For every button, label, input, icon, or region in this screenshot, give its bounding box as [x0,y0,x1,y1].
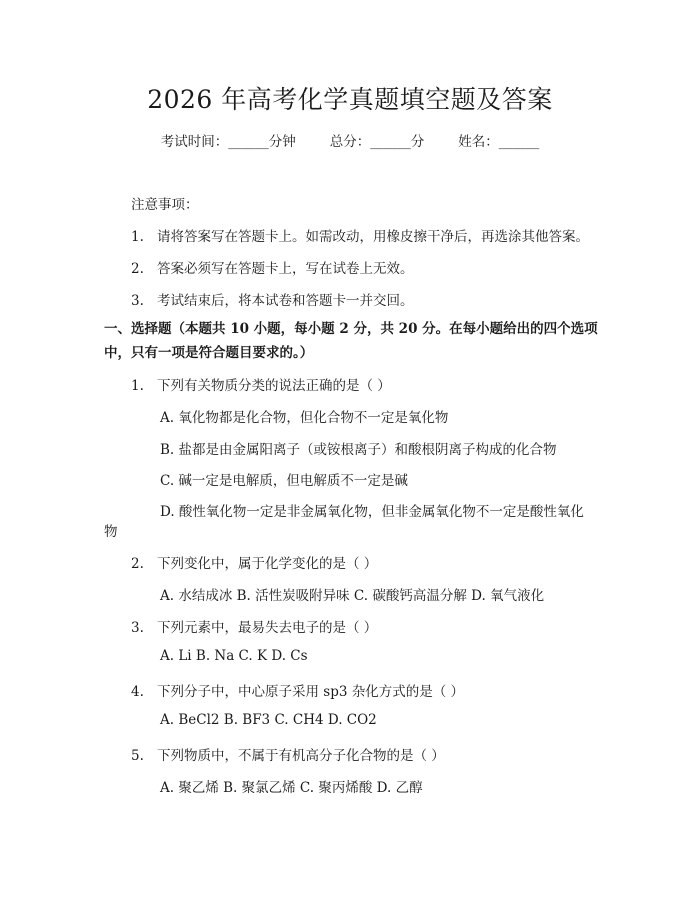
question-3 [131,616,377,636]
exam-time-field: 考试时间：______分钟 [160,134,296,150]
name-field: 姓名：______ [458,134,540,150]
question-number: 2. [131,556,144,572]
question-option: C. 碱一定是电解质，但电解质不一定是碱 [160,473,408,489]
question-number: 5. [131,748,144,764]
question-number: 3. [131,620,144,636]
question-text: 下列变化中，属于化学变化的是（ ） [157,556,378,572]
notice-item [131,257,414,277]
notice-item-number: 3. [131,293,144,309]
notice-item [131,225,589,245]
question-number: 4. [131,684,144,700]
question-text: 下列有关物质分类的说法正确的是（ ） [157,378,391,394]
notice-item [131,289,414,309]
exam-meta [0,130,700,150]
question-options: A. 水结成冰 B. 活性炭吸附异味 C. 碳酸钙高温分解 D. 氧气液化 [160,588,545,604]
question-option-wrap: 物 [104,524,118,540]
notice-item-number: 2. [131,261,144,277]
total-score-field: 总分：______分 [329,134,425,150]
notice-item-text: 请将答案写在答题卡上。如需改动，用橡皮擦干净后，再选涂其他答案。 [157,229,589,245]
question-text: 下列物质中，不属于有机高分子化合物的是（ ） [157,748,445,764]
question-number: 1. [131,378,144,394]
question-2 [131,552,377,572]
notice-item-number: 1. [131,229,144,245]
notice-item-text: 答案必须写在答题卡上，写在试卷上无效。 [157,261,414,277]
notice-item-text: 考试结束后，将本试卷和答题卡一并交回。 [157,293,414,309]
question-option: B. 盐都是由金属阳离子（或铵根离子）和酸根阴离子构成的化合物 [160,442,557,458]
question-text: 下列分子中，中心原子采用 sp3 杂化方式的是（ ） [157,684,465,700]
question-1 [131,374,391,394]
section-heading: 一、选择题（本题共 10 小题，每小题 2 分，共 20 分。在每小题给出的四个选项中，只有一项是符合题目要求的。） [104,321,598,361]
question-text: 下列元素中，最易失去电子的是（ ） [157,620,378,636]
question-option: A. 氧化物都是化合物，但化合物不一定是氧化物 [160,410,449,426]
question-5 [131,744,445,764]
question-options: A. BeCl2 B. BF3 C. CH4 D. CO2 [160,712,377,728]
question-option: D. 酸性氧化物一定是非金属氧化物，但非金属氧化物不一定是酸性氧化 [160,504,584,520]
question-options: A. Li B. Na C. K D. Cs [160,648,308,664]
notice-heading: 注意事项： [131,197,199,213]
question-4 [131,680,464,700]
question-options: A. 聚乙烯 B. 聚氯乙烯 C. 聚丙烯酸 D. 乙醇 [160,780,423,796]
page-title: 2026 年高考化学真题填空题及答案 [147,85,553,114]
